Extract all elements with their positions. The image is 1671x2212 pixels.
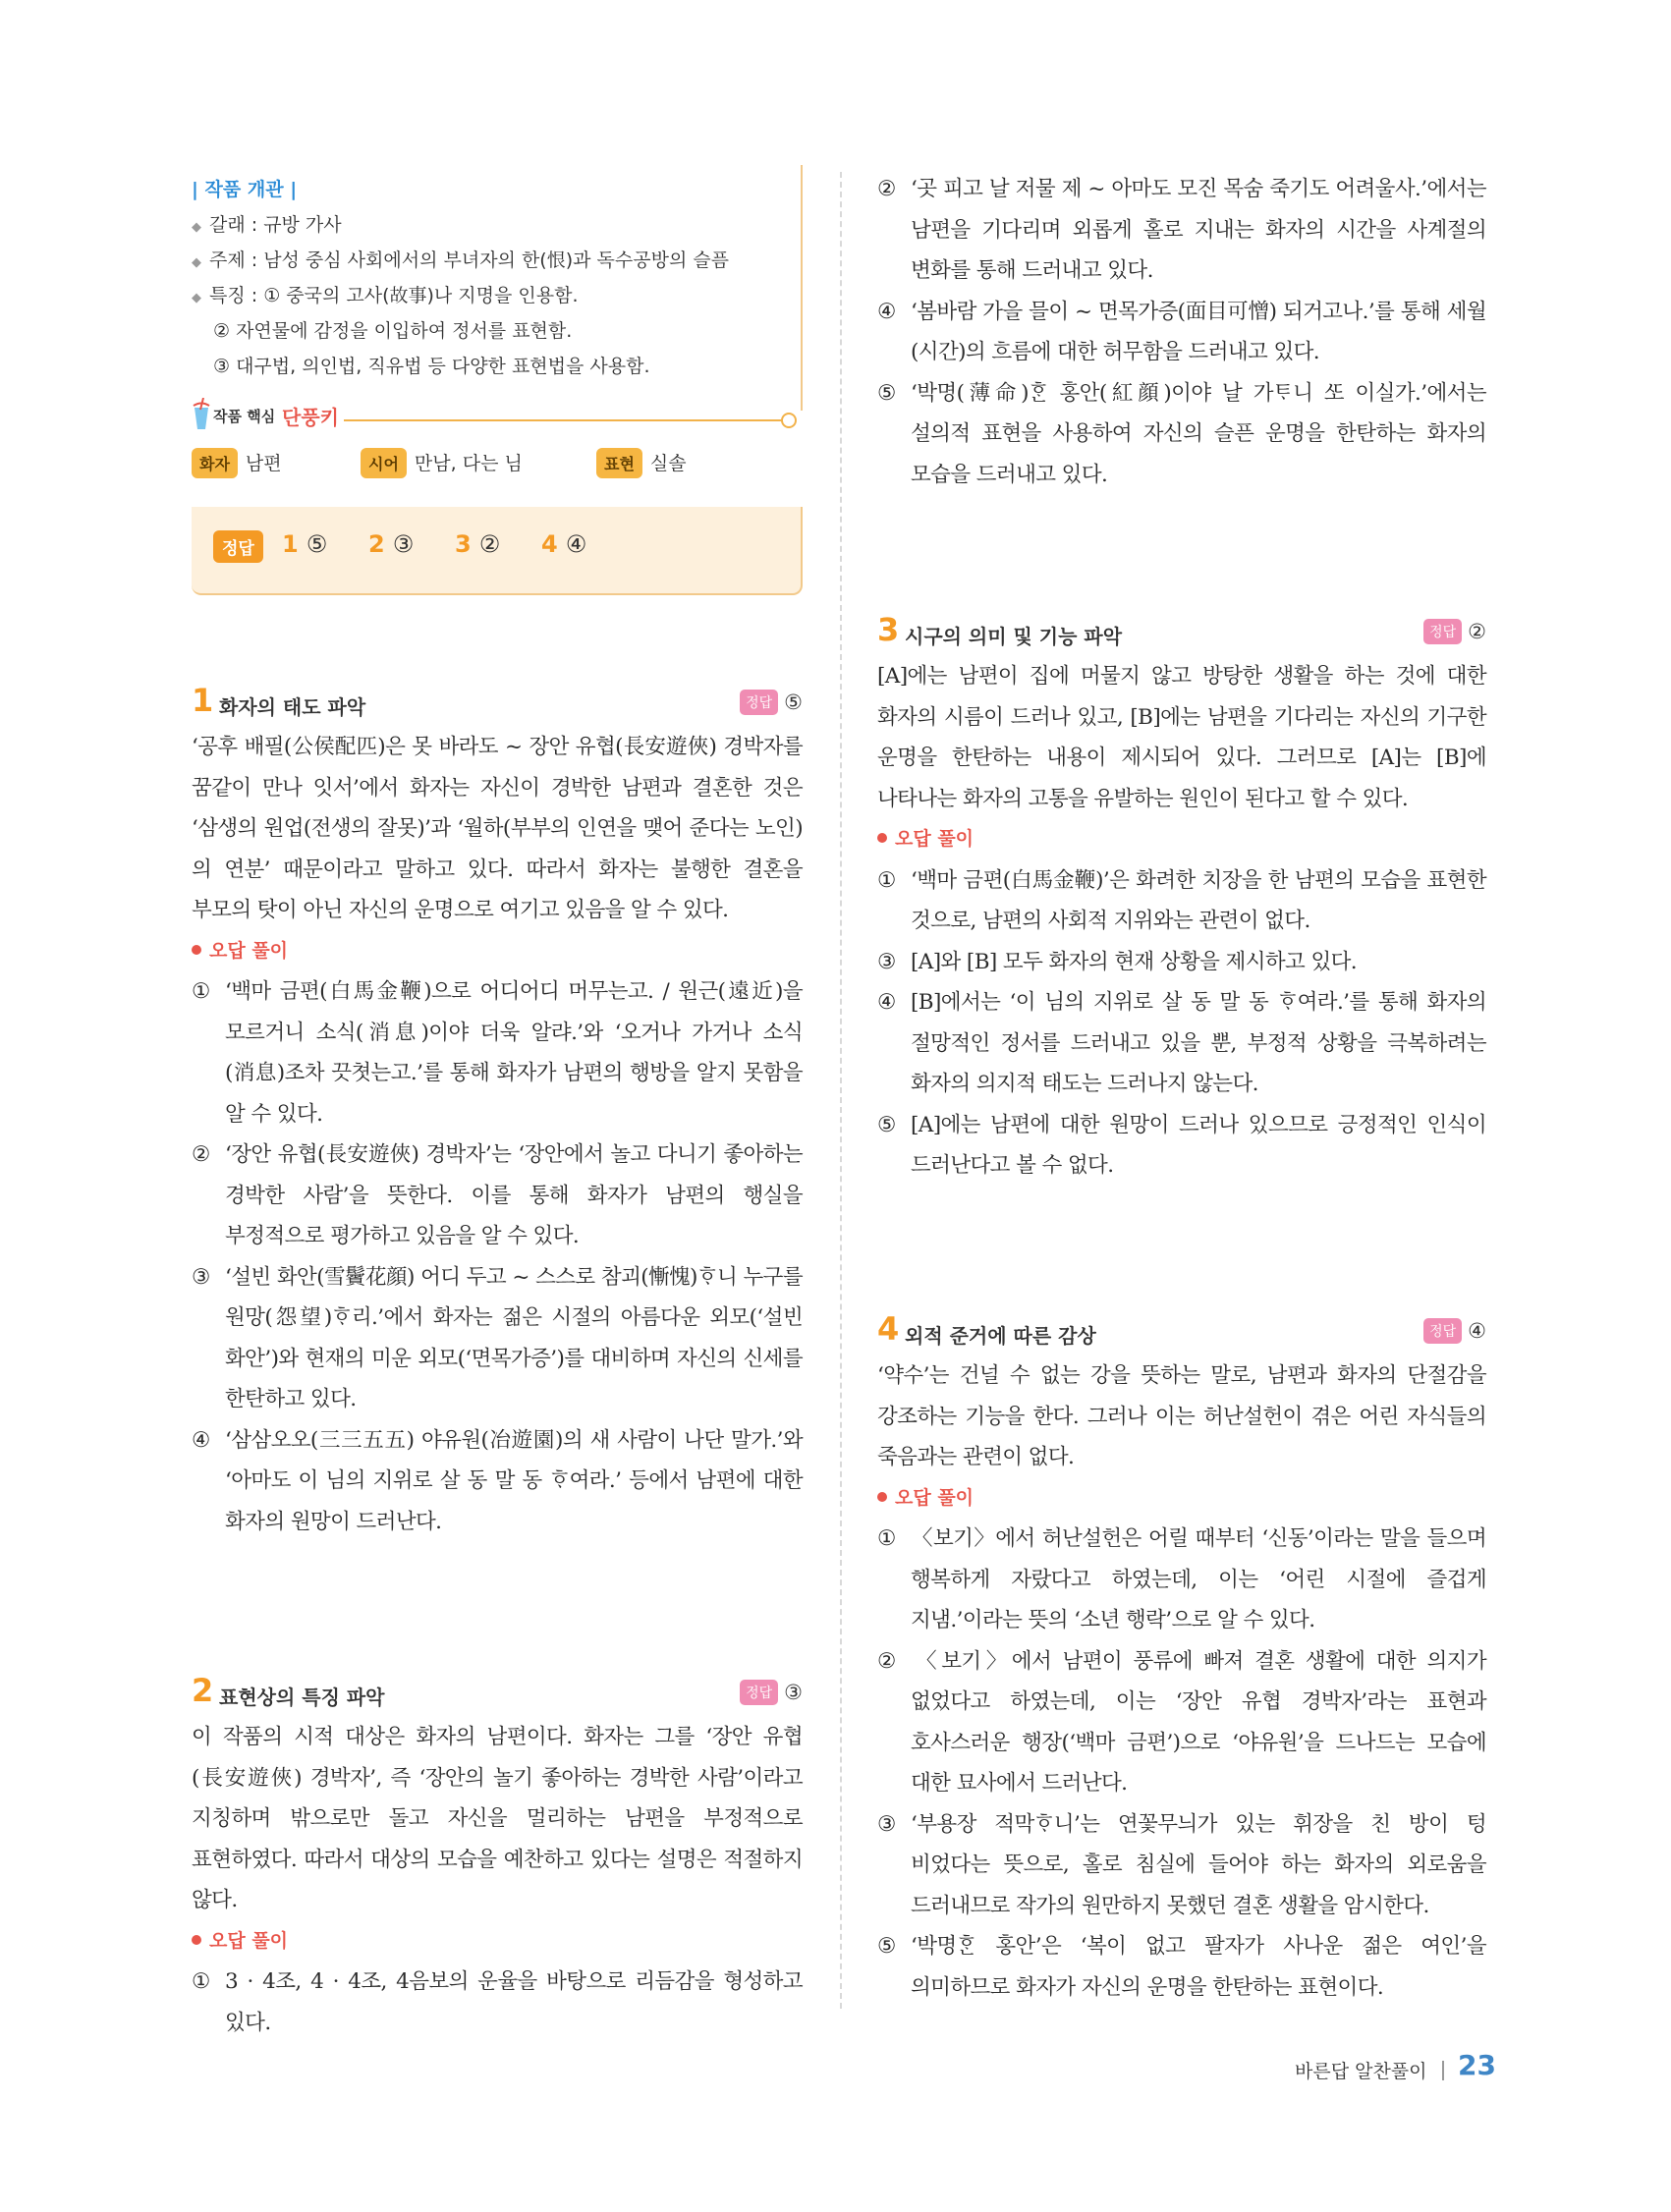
answer-2: 2 ③ [368, 530, 415, 558]
answer-3: 3 ② [455, 530, 501, 558]
section-number: 1 [192, 682, 214, 719]
bullet-icon: ◆ [192, 291, 201, 305]
answer-summary [192, 507, 803, 595]
answer-badge: 정답 ⑤ [740, 690, 803, 715]
section-body: ‘공후 배필(公侯配匹)은 못 바라도 ~ 장안 유협(長安遊俠) 경박자를 꿈같이 만나 잇서’에서 화자는 자신이 경박한 남편과 결혼한 것은 ‘삼생의 원업(전생의 잘못)’과 ‘월하(부부의 인연을 맺어 준다는 노인)의 연분’ 때문이라고 말하고 있다. 따라서 화자는 불행한 결혼을 부모의 탓이 아닌 자신의 운명으로 여기고 있음을 알 수 있다. [192, 735, 803, 922]
work-overview-box [192, 165, 803, 599]
list-item: ② ‘곳 피고 날 저물 제 ~ 아마도 모진 목숨 죽기도 어려울사.’에서는 남편을 기다리며 외롭게 홀로 지내는 화자의 시간을 사계절의 변화를 통해 드러내고 있다. [877, 177, 1486, 283]
keyword-rule [344, 419, 784, 421]
overview-line-feature-2: ② 자연물에 감정을 이입하여 정서를 표현함. [213, 320, 573, 342]
section-title: 외적 준거에 따른 감상 [905, 1324, 1096, 1348]
section-title: 시구의 의미 및 기능 파악 [905, 625, 1123, 648]
answer-badge: 정답 ④ [1423, 1318, 1486, 1344]
overview-line-theme: ◆ 주제 : 남성 중심 사회에서의 부녀자의 한(恨)과 독수공방의 슬픔 [192, 249, 730, 271]
section-2 [192, 1672, 803, 2043]
bullet-icon: ◆ [192, 255, 201, 270]
list-item: ① ‘백마 금편(白馬金鞭)으로 어디어디 머무는고. / 원근(遠近)을 모르거니 소식(消息)이야 더욱 알랴.’와 ‘오거나 가거나 소식(消息)조차 끗쳣는고.’를 통해 화자가 남편의 행방을 알지 못함을 알 수 있다. [192, 979, 803, 1127]
section-number: 3 [877, 611, 900, 648]
section-header [192, 682, 803, 727]
list-item: ④ ‘봄바람 가을 믈이 ~ 면목가증(面目可憎) 되거고나.’를 통해 세월(시간)의 흐름에 대한 허무함을 드러내고 있다. [877, 299, 1486, 364]
list-item: ④ ‘삼삼오오(三三五五) 야유원(冶遊園)의 새 사람이 나단 말가.’와 ‘아마도 이 님의 지위로 살 동 말 동 ᄒᆞ여라.’ 등에서 남편에 대한 화자의 원망이 드러난다. [192, 1427, 803, 1534]
section-4 [877, 1310, 1486, 2008]
overview-border [801, 165, 803, 411]
section-body: ‘약수’는 건널 수 없는 강을 뜻하는 말로, 남편과 화자의 단절감을 강조하는 기능을 한다. 그러나 이는 허난설헌이 겪은 어린 자식들의 죽음과는 관련이 없다. [877, 1363, 1486, 1469]
column-divider [840, 172, 842, 2009]
keyword-expression: 표현 실솔 [596, 448, 687, 478]
answer-badge: 정답 ③ [740, 1680, 803, 1705]
list-item: ① ‘백마 금편(白馬金鞭)’은 화려한 치장을 한 남편의 모습을 표현한 것으로, 남편의 사회적 지위와는 관련이 없다. [877, 867, 1486, 933]
page-number: 23 [1458, 2049, 1496, 2081]
list-item: ⑤ ‘박명(薄命)ᄒᆞᆫ 홍안(紅顔)이야 날 가ᄐᆞ니 ᄯᅩ 이실가.’에서는 설의적 표현을 사용하여 자신의 슬픈 운명을 한탄하는 화자의 모습을 드러내고 있다. [877, 380, 1486, 487]
section-3 [877, 611, 1486, 1187]
list-item: ⑤ [A]에는 남편에 대한 원망이 드러나 있으므로 긍정적인 인식이 드러난다고 볼 수 없다. [877, 1112, 1486, 1178]
keyword-header [192, 398, 803, 431]
answer-4: 4 ④ [541, 530, 587, 558]
list-item: ③ ‘부용장 적막ᄒᆞ니’는 연꽃무늬가 있는 휘장을 친 방이 텅 비었다는 뜻으로, 홀로 침실에 들어야 하는 화자의 외로움을 드러내므로 작가의 원만하지 못했던 결혼 생활을 암시한다. [877, 1811, 1486, 1918]
keyword-rule-end [781, 413, 797, 428]
section-title: 표현상의 특징 파악 [219, 1686, 385, 1709]
section-body: 이 작품의 시적 대상은 화자의 남편이다. 화자는 그를 ‘장안 유협(長安遊俠) 경박자’, 즉 ‘장안의 놀기 좋아하는 경박한 사람’이라고 지칭하며 밖으로만 돌고 자신을 멀리하는 남편을 부정적으로 표현하였다. 따라서 대상의 모습을 예찬하고 있다는 설명은 적절하지 않다. [192, 1725, 803, 1912]
section-number: 4 [877, 1310, 900, 1348]
section-header [192, 1672, 803, 1717]
wrong-answer-heading: 오답 풀이 [192, 931, 803, 972]
keyword-speaker: 화자 남편 [192, 448, 282, 478]
bullet-icon: ◆ [192, 220, 201, 235]
list-item: ② ‘장안 유협(長安遊俠) 경박자’는 ‘장안에서 놀고 다니기 좋아하는 경박한 사람’을 뜻한다. 이를 통해 화자가 남편의 행실을 부정적으로 평가하고 있음을 알 수 있다. [192, 1142, 803, 1248]
answer-tag: 정답 [213, 530, 263, 563]
overview-line-feature: ◆ 특징 : ① 중국의 고사(故事)나 지명을 인용함. [192, 285, 579, 306]
drink-icon [192, 398, 211, 431]
list-item: ③ ‘설빈 화안(雪鬢花顔) 어디 두고 ~ 스스로 참괴(慚愧)ᄒᆞ니 누구를 원망(怨望)ᄒᆞ리.’에서 화자는 젊은 시절의 아름다운 외모(‘설빈 화안’)와 현재의 미운 외모(‘면목가증’)를 대비하며 자신의 신세를 한탄하고 있다. [192, 1264, 803, 1411]
section-header [877, 1310, 1486, 1355]
list-item: ③ [A]와 [B] 모두 화자의 현재 상황을 제시하고 있다. [877, 949, 1358, 974]
list-item: ④ [B]에서는 ‘이 님의 지위로 살 동 말 동 ᄒᆞ여라.’를 통해 화자의 절망적인 정서를 드러내고 있을 뿐, 부정적 상황을 극복하려는 화자의 의지적 태도는 드러나지 않는다. [877, 990, 1486, 1096]
wrong-answer-heading: 오답 풀이 [877, 1478, 1486, 1520]
list-item: ② 〈보기〉에서 남편이 풍류에 빠져 결혼 생활에 대한 의지가 없었다고 하였는데, 이는 ‘장안 유협 경박자’라는 표현과 호사스러운 행장(‘백마 금편’)으로 ‘야유원’을 드나드는 모습에 대한 묘사에서 드러난다. [877, 1648, 1486, 1796]
keyword-label: 작품 핵심 [213, 408, 276, 425]
overview-line-genre: ◆ 갈래 : 규방 가사 [192, 214, 342, 236]
footer-label: 바른답 알찬풀이 [1295, 2061, 1427, 2082]
wrong-answer-heading: 오답 풀이 [877, 819, 1486, 860]
section-1 [192, 682, 803, 1542]
section-2-continued [877, 169, 1486, 495]
section-number: 2 [192, 1672, 214, 1709]
answer-1: 1 ⑤ [282, 530, 328, 558]
overview-title: | 작품 개관 | [192, 179, 298, 200]
answer-badge: 정답 ② [1423, 619, 1486, 644]
section-title: 화자의 태도 파악 [219, 695, 366, 719]
overview-line-feature-3: ③ 대구법, 의인법, 직유법 등 다양한 표현법을 사용함. [213, 356, 650, 377]
keyword-title: 단풍키 [282, 406, 339, 429]
section-body: [A]에는 남편이 집에 머물지 않고 방탕한 생활을 하는 것에 대한 화자의 시름이 드러나 있고, [B]에는 남편을 기다리는 자신의 기구한 운명을 한탄하는 내용이 제시되어 있다. 그러므로 [A]는 [B]에 나타나는 화자의 고통을 유발하는 원인이 된다고 할 수 있다. [877, 664, 1486, 811]
section-header [877, 611, 1486, 656]
footer-separator [1442, 2061, 1444, 2080]
list-item: ① 〈보기〉에서 허난설헌은 어릴 때부터 ‘신동’이라는 말을 들으며 행복하게 자랐다고 하였는데, 이는 ‘어린 시절에 즐겁게 지냄.’이라는 뜻의 ‘소년 행락’으로 알 수 있다. [877, 1526, 1486, 1632]
list-item: ① 3 · 4조, 4 · 4조, 4음보의 운율을 바탕으로 리듬감을 형성하고 있다. [192, 1969, 803, 2035]
wrong-answer-heading: 오답 풀이 [192, 1921, 803, 1963]
list-item: ⑤ ‘박명ᄒᆞᆫ 홍안’은 ‘복이 없고 팔자가 사나운 젊은 여인’을 의미하므로 화자가 자신의 운명을 한탄하는 표현이다. [877, 1934, 1486, 2000]
keyword-poetic-word: 시어 만남, 다는 님 [361, 448, 523, 478]
